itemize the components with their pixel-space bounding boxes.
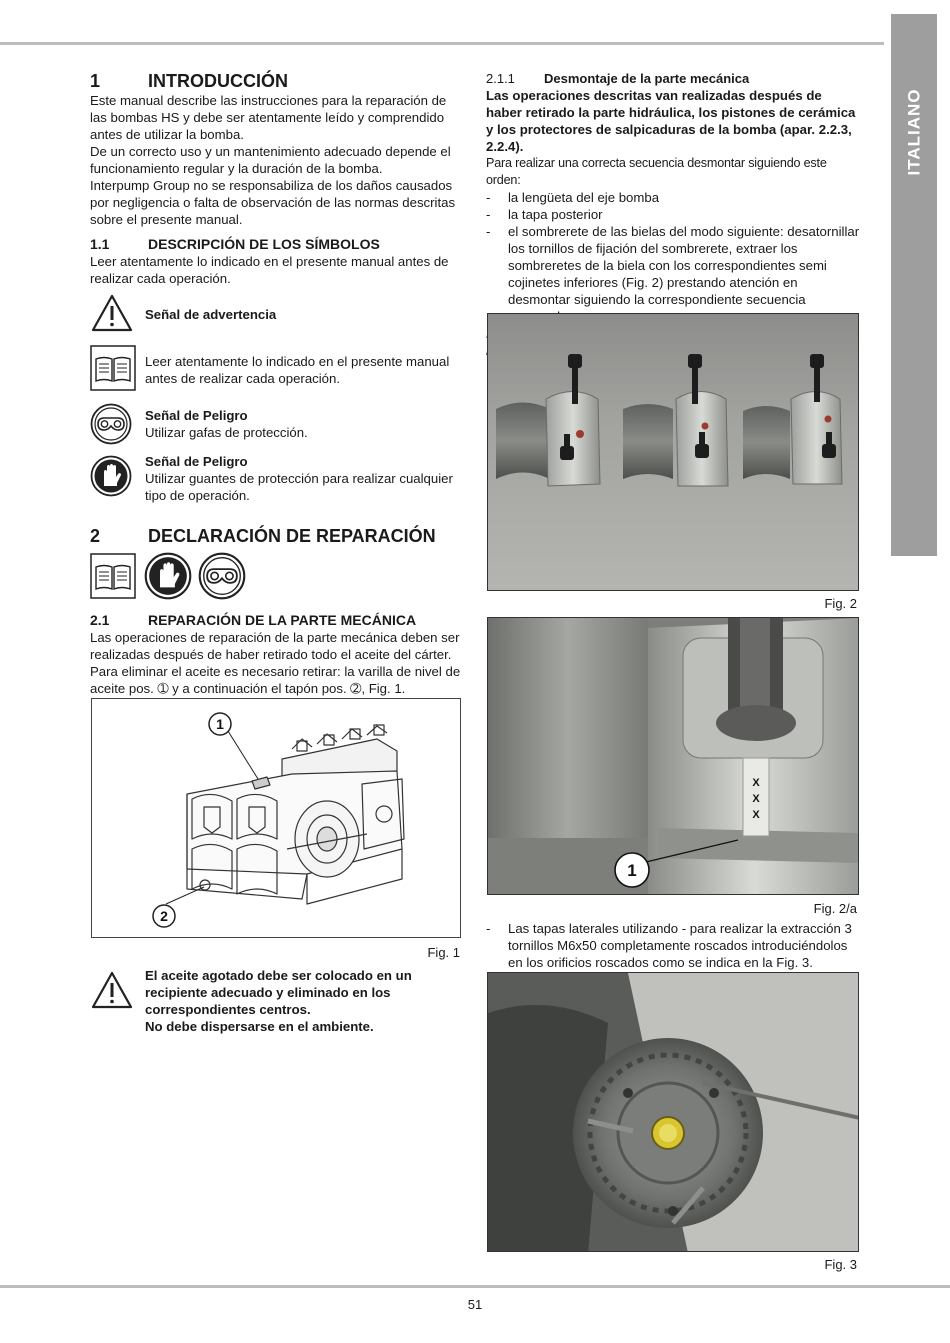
top-rule — [0, 42, 884, 45]
list-item: - la lengüeta del eje bomba — [486, 189, 860, 206]
figure-3-photo — [487, 972, 859, 1252]
section-2-1-p2: Para eliminar el aceite es necesario retirar: la varilla de nivel de aceite pos. ➀ y a continuación el tapón pos. ➁, Fig. 1. — [90, 664, 461, 696]
figure-1-pump-drawing — [91, 698, 461, 938]
section-2-heading: 2 DECLARACIÓN DE REPARACIÓN — [90, 526, 436, 546]
figure-2a-label-1: 1 — [627, 861, 637, 880]
page-number: 51 — [467, 1297, 483, 1312]
figure-2a-photo — [487, 617, 859, 895]
language-tab — [891, 14, 937, 556]
oil-warning-icon — [90, 970, 134, 1010]
bottom-rule — [0, 1285, 950, 1288]
figure-1-label-2: 2 — [160, 908, 168, 924]
section-2-1-1-heading: 2.1.1 Desmontaje de la parte mecánica — [486, 71, 750, 86]
read-manual-icon — [90, 345, 136, 391]
symbol-goggles-title: Señal de Peligro — [145, 408, 248, 423]
symbol-gloves-title: Señal de Peligro — [145, 454, 248, 469]
gloves-icon — [90, 455, 132, 497]
section-1-1-intro: Leer atentamente lo indicado en el presente manual antes de realizar cada operación. — [90, 254, 449, 286]
section-2-1-1-intro: Para realizar una correcta secuencia desmontar siguiendo este orden: — [486, 156, 827, 187]
section-1-1-heading: 1.1 DESCRIPCIÓN DE LOS SÍMBOLOS — [90, 236, 380, 252]
figure-3-caption: Fig. 3 — [824, 1257, 857, 1272]
oil-warning-text: El aceite agotado debe ser colocado en un recipiente adecuado y eliminado en los correspondientes centros. No debe dispersarse en el ambiente. — [145, 968, 412, 1034]
left-column — [90, 70, 462, 287]
section-1-heading: 1 INTRODUCCIÓN — [90, 71, 288, 91]
warning-triangle-icon — [90, 293, 134, 333]
language-tab-label: ITALIANO — [904, 88, 924, 176]
section-1-p3: Interpump Group no se responsabiliza de los daños causados por negligencia o falta de observación de las normas descritas sobre el presente manual. — [90, 178, 456, 227]
disassembly-steps — [486, 189, 860, 325]
section-2-goggles-icon — [198, 552, 246, 600]
goggles-icon — [90, 403, 132, 445]
section-2-1-heading: 2.1 REPARACIÓN DE LA PARTE MECÁNICA — [90, 612, 417, 628]
section-2-read-manual-icon — [90, 553, 136, 599]
list-item: - la tapa posterior — [486, 206, 860, 223]
symbol-gloves-text: Utilizar guantes de protección para realizar cualquier tipo de operación. — [145, 471, 453, 503]
section-1-p1: Este manual describe las instrucciones para la reparación de las bombas HS y debe ser atentamente leído y comprendido antes de utilizar la bomba. — [90, 93, 447, 142]
list-item: - el sombrerete de las bielas del modo siguiente: desatornillar los tornillos de fijación del sombrerete, extraer los sombreretes de la biela con los correspondientes semi cojinetes inferiores (Fig. 2) prestando atención en desmontar siguiendo la correspondiente secuencia — [486, 223, 860, 325]
figure-2-caption: Fig. 2 — [824, 596, 857, 611]
figure-2-photo — [487, 313, 859, 591]
symbol-warning-label: Señal de advertencia — [145, 307, 277, 322]
list-item: - Las tapas laterales utilizando - para realizar la extracción 3 tornillos M6x50 completamente roscados introduciéndolos en los orificios roscados como se indica en la Fig. 3. — [486, 920, 860, 971]
section-2-1-1-bold: Las operaciones descritas van realizadas después de haber retirado la parte hidráulica, los pistones de cerámica y los protectores de salpicaduras de la bomba (apar. 2.2.3, 2.2.4). — [486, 88, 856, 154]
section-1-p2: De un correcto uso y un mantenimiento adecuado depende el funcionamiento regular y la duración de la bomba. — [90, 144, 451, 176]
section-2-1-p1: Las operaciones de reparación de la parte mecánica deben ser realizadas después de haber retirado todo el aceite del cárter. — [90, 630, 460, 662]
symbol-goggles-text: Utilizar gafas de protección. — [145, 425, 308, 440]
section-2-gloves-icon — [144, 552, 192, 600]
figure-2a-marks: X X X — [752, 777, 760, 821]
side-covers-step — [486, 920, 860, 971]
figure-2a-caption: Fig. 2/a — [813, 901, 857, 916]
figure-1-label-1: 1 — [216, 716, 224, 732]
symbol-read-manual-text: Leer atentamente lo indicado en el presente manual antes de realizar cada operación. — [145, 354, 450, 386]
figure-1-caption: Fig. 1 — [427, 945, 460, 960]
section-2-1 — [90, 611, 464, 697]
